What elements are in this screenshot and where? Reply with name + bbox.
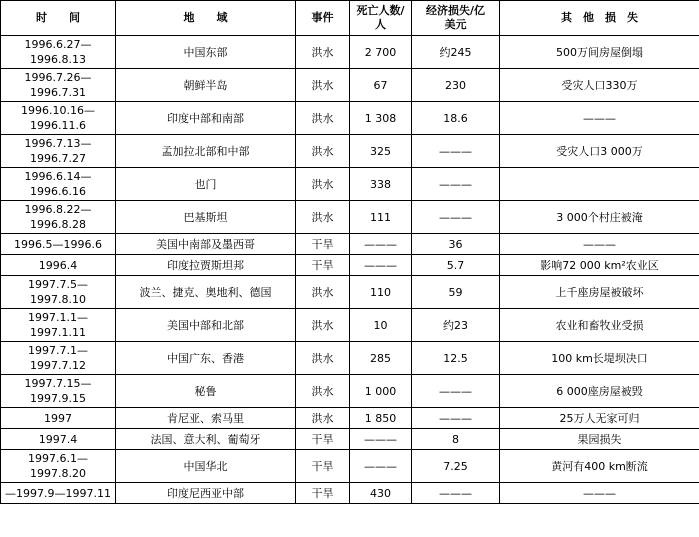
cell-time: 1997.6.1— 1997.8.20 xyxy=(1,450,116,483)
cell-time: 1996.10.16— 1996.11.6 xyxy=(1,102,116,135)
cell-other-losses: 100 km长堤坝决口 xyxy=(500,342,699,375)
cell-region: 印度尼西亚中部 xyxy=(116,483,296,504)
table-row xyxy=(1,309,699,342)
cell-other-losses: 上千座房屋被破坏 xyxy=(500,276,699,309)
cell-other-losses: ——— xyxy=(500,483,699,504)
cell-other-losses: 25万人无家可归 xyxy=(500,408,699,429)
cell-economic-loss: 约245 xyxy=(412,36,500,69)
cell-event: 干旱 xyxy=(296,234,350,255)
cell-deaths: ——— xyxy=(350,450,412,483)
cell-economic-loss: 7.25 xyxy=(412,450,500,483)
table-body xyxy=(1,36,699,504)
table-row xyxy=(1,342,699,375)
table-row xyxy=(1,69,699,102)
cell-economic-loss: ——— xyxy=(412,201,500,234)
cell-deaths: 338 xyxy=(350,168,412,201)
cell-other-losses: ——— xyxy=(500,102,699,135)
table-row xyxy=(1,234,699,255)
cell-time: 1996.6.14— 1996.6.16 xyxy=(1,168,116,201)
cell-other-losses: 果园损失 xyxy=(500,429,699,450)
cell-region: 秘鲁 xyxy=(116,375,296,408)
cell-time: 1997.4 xyxy=(1,429,116,450)
table-row xyxy=(1,450,699,483)
cell-deaths: 10 xyxy=(350,309,412,342)
cell-event: 干旱 xyxy=(296,450,350,483)
cell-event: 洪水 xyxy=(296,102,350,135)
cell-other-losses: 500万间房屋倒塌 xyxy=(500,36,699,69)
cell-deaths: ——— xyxy=(350,255,412,276)
cell-deaths: 430 xyxy=(350,483,412,504)
cell-economic-loss: ——— xyxy=(412,483,500,504)
cell-time: 1996.7.13— 1996.7.27 xyxy=(1,135,116,168)
cell-region: 印度中部和南部 xyxy=(116,102,296,135)
cell-economic-loss: 59 xyxy=(412,276,500,309)
table-row xyxy=(1,135,699,168)
cell-event: 洪水 xyxy=(296,375,350,408)
cell-time: 1996.6.27— 1996.8.13 xyxy=(1,36,116,69)
cell-region: 肯尼亚、索马里 xyxy=(116,408,296,429)
header-economic-loss: 经济损失/亿 美元 xyxy=(412,1,500,36)
table-row xyxy=(1,168,699,201)
cell-deaths: ——— xyxy=(350,234,412,255)
cell-time: 1996.5—1996.6 xyxy=(1,234,116,255)
cell-time: 1997.7.1— 1997.7.12 xyxy=(1,342,116,375)
cell-other-losses: 影响72 000 km²农业区 xyxy=(500,255,699,276)
cell-other-losses: 黄河有400 km断流 xyxy=(500,450,699,483)
cell-event: 洪水 xyxy=(296,36,350,69)
table-row xyxy=(1,201,699,234)
cell-deaths: 1 000 xyxy=(350,375,412,408)
cell-time: —1997.9—1997.11 xyxy=(1,483,116,504)
cell-time: 1996.4 xyxy=(1,255,116,276)
cell-event: 洪水 xyxy=(296,309,350,342)
cell-region: 印度拉贾斯坦邦 xyxy=(116,255,296,276)
cell-deaths: 325 xyxy=(350,135,412,168)
cell-deaths: ——— xyxy=(350,429,412,450)
cell-deaths: 67 xyxy=(350,69,412,102)
cell-event: 干旱 xyxy=(296,255,350,276)
header-row xyxy=(1,1,699,36)
cell-event: 洪水 xyxy=(296,276,350,309)
cell-deaths: 1 850 xyxy=(350,408,412,429)
cell-other-losses: 3 000个村庄被淹 xyxy=(500,201,699,234)
cell-time: 1997 xyxy=(1,408,116,429)
cell-economic-loss: ——— xyxy=(412,408,500,429)
table-row xyxy=(1,276,699,309)
header-region: 地 域 xyxy=(116,1,296,36)
cell-economic-loss: 8 xyxy=(412,429,500,450)
cell-event: 洪水 xyxy=(296,168,350,201)
cell-region: 也门 xyxy=(116,168,296,201)
cell-other-losses: 受灾人口3 000万 xyxy=(500,135,699,168)
cell-economic-loss: ——— xyxy=(412,375,500,408)
cell-region: 法国、意大利、葡萄牙 xyxy=(116,429,296,450)
cell-time: 1996.8.22— 1996.8.28 xyxy=(1,201,116,234)
table-row xyxy=(1,375,699,408)
cell-economic-loss: 18.6 xyxy=(412,102,500,135)
cell-deaths: 1 308 xyxy=(350,102,412,135)
cell-deaths: 110 xyxy=(350,276,412,309)
cell-economic-loss: ——— xyxy=(412,168,500,201)
table-row xyxy=(1,36,699,69)
cell-event: 洪水 xyxy=(296,342,350,375)
table-row xyxy=(1,408,699,429)
cell-economic-loss: 36 xyxy=(412,234,500,255)
header-time: 时 间 xyxy=(1,1,116,36)
cell-region: 巴基斯坦 xyxy=(116,201,296,234)
cell-deaths: 111 xyxy=(350,201,412,234)
header-deaths: 死亡人数/ 人 xyxy=(350,1,412,36)
cell-region: 中国东部 xyxy=(116,36,296,69)
cell-event: 干旱 xyxy=(296,483,350,504)
cell-event: 洪水 xyxy=(296,135,350,168)
cell-event: 干旱 xyxy=(296,429,350,450)
cell-event: 洪水 xyxy=(296,69,350,102)
cell-region: 孟加拉北部和中部 xyxy=(116,135,296,168)
cell-other-losses: 受灾人口330万 xyxy=(500,69,699,102)
cell-region: 中国华北 xyxy=(116,450,296,483)
table-row xyxy=(1,483,699,504)
cell-event: 洪水 xyxy=(296,201,350,234)
cell-region: 美国中部和北部 xyxy=(116,309,296,342)
cell-region: 波兰、捷克、奥地利、德国 xyxy=(116,276,296,309)
cell-time: 1996.7.26— 1996.7.31 xyxy=(1,69,116,102)
table-row xyxy=(1,102,699,135)
cell-economic-loss: 5.7 xyxy=(412,255,500,276)
table-row xyxy=(1,429,699,450)
cell-region: 中国广东、香港 xyxy=(116,342,296,375)
cell-economic-loss: ——— xyxy=(412,135,500,168)
table-row xyxy=(1,255,699,276)
cell-economic-loss: 230 xyxy=(412,69,500,102)
cell-event: 洪水 xyxy=(296,408,350,429)
cell-time: 1997.7.5— 1997.8.10 xyxy=(1,276,116,309)
cell-other-losses xyxy=(500,168,699,201)
cell-deaths: 2 700 xyxy=(350,36,412,69)
header-event: 事件 xyxy=(296,1,350,36)
cell-region: 朝鲜半岛 xyxy=(116,69,296,102)
cell-deaths: 285 xyxy=(350,342,412,375)
cell-time: 1997.1.1— 1997.1.11 xyxy=(1,309,116,342)
cell-region: 美国中南部及墨西哥 xyxy=(116,234,296,255)
header-other-losses: 其 他 损 失 xyxy=(500,1,699,36)
cell-economic-loss: 约23 xyxy=(412,309,500,342)
cell-time: 1997.7.15— 1997.9.15 xyxy=(1,375,116,408)
cell-other-losses: 6 000座房屋被毁 xyxy=(500,375,699,408)
cell-other-losses: 农业和畜牧业受损 xyxy=(500,309,699,342)
cell-other-losses: ——— xyxy=(500,234,699,255)
cell-economic-loss: 12.5 xyxy=(412,342,500,375)
